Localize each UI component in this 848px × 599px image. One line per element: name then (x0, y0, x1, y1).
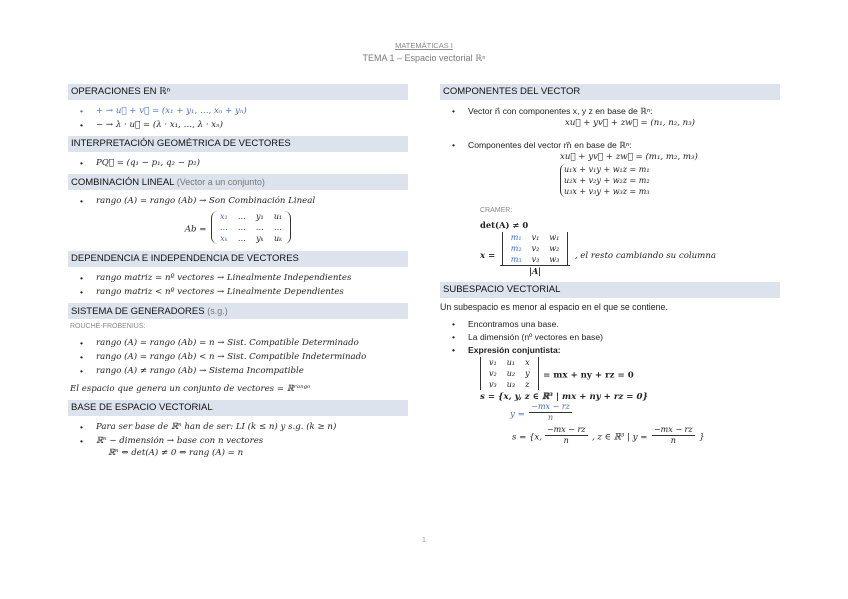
combinacion-list (68, 194, 408, 208)
generadores-title: SISTEMA DE GENERADORES (71, 306, 205, 317)
section-componentes-title: COMPONENTES DEL VECTOR (440, 84, 780, 100)
generadores-list (68, 336, 408, 378)
right-column (440, 84, 780, 446)
componentes-eq-1: xu⃗ + yv⃗ + zw⃗ = (n₁, n₂, n₃) (564, 118, 695, 128)
componentes-item-1: • Vector n⃗ con componentes x, y z en base de ℝⁿ: (468, 104, 780, 118)
cramer-cell: w₃ (549, 254, 560, 264)
system-line: u₁x + v₁y + w₁z = m₁ (564, 165, 650, 174)
final-fraction-2 (652, 425, 695, 446)
subespacio-intro: Un subespacio es menor al espacio en el que se contiene. (440, 302, 668, 312)
generadores-item-si: • rango (A) ≠ rango (Ab) → Sistema Incompatible (96, 364, 408, 378)
matrix-cell: xₖ (220, 234, 228, 243)
subespacio-det-matrix (480, 357, 539, 390)
final-numerator-2: −mx − rz (653, 425, 693, 434)
combinacion-note: (Vector a un conjunto) (176, 177, 265, 187)
operaciones-item-sum: • + → u⃗ + v⃗ = (x₁ + y₁, …, xₙ + yₙ) (96, 104, 408, 118)
final-fraction-1 (545, 425, 588, 446)
combinacion-item: • rango (A) = rango (Ab) → Son Combinación Lineal (96, 194, 408, 208)
cramer-matrix (502, 232, 569, 265)
matrix-cell: … (274, 223, 283, 232)
combinacion-matrix-block (68, 211, 408, 247)
base-item-condition: • Para ser base de ℝⁿ han de ser: LI (k ≤ n) y s.g. (k ≥ n) (96, 420, 408, 434)
final-denominator-2: n (670, 436, 676, 445)
combinacion-matrix (211, 211, 291, 244)
generadores-statement: El espacio que genera un conjunto de vectores = ℝʳᵃⁿᵍᵒ (70, 384, 311, 394)
combinacion-title: COMBINACIÓN LINEAL (71, 177, 175, 188)
generadores-note: (s.g.) (207, 306, 228, 316)
subespacio-item-base: • Encontramos una base. (468, 318, 780, 331)
final-left: s = {x, (512, 432, 545, 443)
matrix-cell: u₁ (273, 212, 283, 221)
matrix-cell: … (237, 212, 246, 221)
final-mid: , z ∈ ℝ³ | y = (591, 432, 648, 443)
cramer-det-condition: det(A) ≠ 0 (480, 220, 529, 230)
left-column (68, 84, 408, 458)
componentes-item-2: • Componentes del vector m⃗ en base de ℝⁿ: (468, 138, 780, 152)
page-number: 1 (422, 537, 426, 544)
det-cell: y (525, 369, 530, 378)
header-subject: MATEMÁTICAS I (395, 41, 453, 50)
final-denominator-1: n (563, 436, 569, 445)
matrix-cell: uₖ (274, 234, 283, 243)
y-label: y = (510, 409, 525, 420)
det-cell: x (525, 358, 530, 367)
componentes-list-1 (440, 104, 780, 118)
subespacio-item-expresion: • Expresión conjuntista: (468, 344, 780, 357)
componentes-eq-2: xu⃗ + yv⃗ + zw⃗ = (m₁, m₂, m₃) (560, 152, 698, 162)
matrix-cell: … (237, 223, 246, 232)
cramer-cell: w₁ (549, 232, 560, 242)
section-dependencia-title: DEPENDENCIA E INDEPENDENCIA DE VECTORES (68, 251, 408, 267)
cramer-cell: m₁ (510, 232, 522, 242)
cramer-denominator: |A| (529, 266, 542, 276)
matrix-cell: yₖ (256, 234, 264, 243)
componentes-system (440, 164, 780, 199)
cramer-cell: v₂ (531, 243, 540, 253)
matrix-cell: … (219, 223, 228, 232)
y-fraction (529, 402, 572, 423)
section-interpretacion-title: INTERPRETACIÓN GEOMÉTRICA DE VECTORES (68, 136, 408, 152)
system-line: u₂x + v₂y + w₂z = m₂ (564, 176, 650, 185)
cramer-cell: v₁ (531, 232, 540, 242)
cramer-fraction (500, 232, 571, 276)
matrix-cell: … (237, 234, 246, 243)
base-list (68, 420, 408, 448)
operaciones-item-scalar: • − → λ · u⃗ = (λ · x₁, …, λ · xₙ) (96, 118, 408, 132)
det-cell: v₁ (489, 358, 497, 367)
cramer-cell: m₂ (510, 243, 522, 253)
section-base-title: BASE DE ESPACIO VECTORIAL (68, 400, 408, 416)
matrix-cell: x₁ (220, 212, 228, 221)
cramer-label: CRAMER: (480, 207, 513, 214)
base-extra: ℝⁿ ⇔ det(A) ≠ 0 ⇔ rang (A) = n (108, 448, 244, 458)
cramer-x-label: x = (480, 251, 496, 262)
componentes-list-2 (440, 138, 780, 152)
subespacio-list (440, 318, 780, 357)
subespacio-y-eq (510, 402, 780, 423)
section-generadores-title (68, 303, 408, 319)
cramer-cell: w₂ (549, 243, 560, 253)
subespacio-det (480, 357, 780, 390)
subespacio-set-eq: s = {x, y, z ∈ ℝ³ | mx + ny + rz = 0} (480, 392, 648, 402)
interpretacion-item: • PQ⃗ = (q₁ − p₁, q₂ − p₂) (96, 156, 408, 170)
subespacio-final-eq (512, 425, 780, 446)
generadores-item-sci: • rango (A) = rango (Ab) < n → Sist. Compatible Indeterminado (96, 350, 408, 364)
operaciones-list (68, 104, 408, 132)
subespacio-item-dimension: • La dimensión (nº vectores en base) (468, 331, 780, 344)
final-numerator-1: −mx − rz (546, 425, 586, 434)
section-combinacion-title (68, 174, 408, 190)
dependencia-item-independientes: • rango matriz = nº vectores → Linealmente Independientes (96, 271, 408, 285)
section-subespacio-title: SUBESPACIO VECTORIAL (440, 282, 780, 298)
header-topic: TEMA 1 – Espacio vectorial ℝⁿ (362, 53, 486, 63)
y-numerator: −mx − rz (531, 402, 570, 411)
final-right: } (699, 432, 705, 443)
matrix-cell: … (255, 223, 264, 232)
cramer-numerator (500, 232, 571, 266)
cramer-cell: v₃ (531, 254, 540, 264)
det-cell: z (525, 380, 530, 389)
rouche-frobenius-label: ROUCHÉ-FROBENIUS: (70, 323, 146, 330)
det-cell: u₁ (506, 358, 516, 367)
section-operaciones-title: OPERACIONES EN ℝⁿ (68, 84, 408, 100)
det-cell: u₂ (506, 369, 516, 378)
subespacio-det-eq: = mx + ny + rz = 0 (543, 370, 634, 381)
det-cell: v₂ (489, 369, 497, 378)
dependencia-list (68, 271, 408, 299)
matrix-cell: y₁ (255, 212, 264, 221)
det-cell: v₃ (489, 380, 497, 389)
base-item-dimension: • ℝⁿ − dimensión → base con n vectores (96, 434, 408, 448)
system-brace (560, 164, 650, 197)
cramer-formula (480, 232, 780, 276)
dependencia-item-dependientes: • rango matriz < nº vectores → Linealmente Dependientes (96, 285, 408, 299)
cramer-cell: m₃ (510, 254, 522, 264)
det-cell: u₃ (506, 380, 516, 389)
interpretacion-list (68, 156, 408, 170)
system-line: u₃x + v₃y + w₃z = m₃ (564, 187, 650, 196)
combinacion-matrix-label: Ab = (184, 224, 207, 235)
cramer-tail: , el resto cambiando su columna (574, 251, 716, 262)
generadores-item-scd: • rango (A) = rango (Ab) = n → Sist. Compatible Determinado (96, 336, 408, 350)
y-denominator: n (547, 413, 554, 422)
